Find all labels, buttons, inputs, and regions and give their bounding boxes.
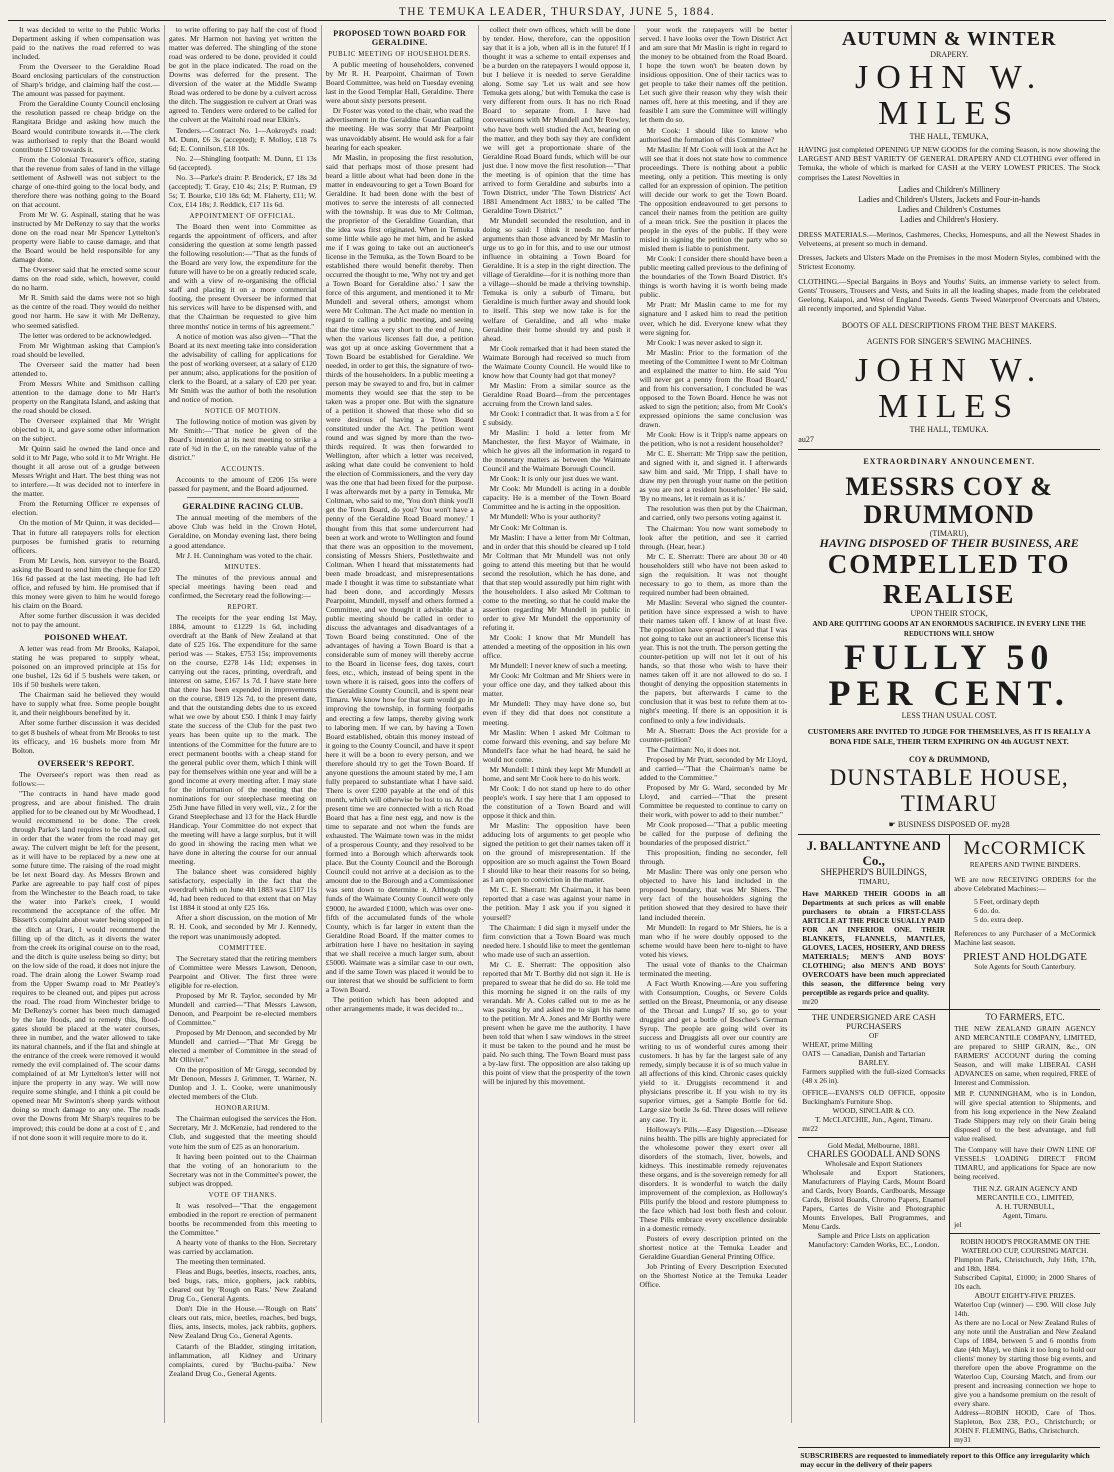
- ad-code: my28: [991, 820, 1010, 830]
- ad-line: ABOUT EIGHTY-FIVE PRIZES.: [974, 1291, 1076, 1301]
- article-paragraph: A public meeting of householders, convened by Mr R. H. Pearpoint, Chairman of Town Board Committee, was held on Tuesday evening last in the Good Templar Hall, Geraldine. There were about sixty persons present.: [325, 60, 474, 106]
- article-paragraph: Mr Quinn said he owned the land once and sold it to Mr Page, who sold it to Mr Wright. He thought it all arose out of a grudge between Messrs Wright and Hart. The best thing was not to interfere.—It was decided not to interfere in the matter.: [12, 444, 160, 499]
- section-heading: OVERSEER'S REPORT.: [37, 758, 135, 768]
- ad-subtitle: REAPERS AND TWINE BINDERS.: [969, 860, 1081, 870]
- ad-sign: PRIEST AND HOLDGATE: [963, 951, 1087, 964]
- ad-coy-drummond: [798, 450, 1100, 835]
- ad-name: JOHN W. MILES: [855, 352, 1044, 426]
- article-paragraph: Mr Mundell: In regard to Mr Shiers, he is a man who if he were doubly opposed to the scheme would have been here to-night to have voted his views.: [639, 922, 788, 959]
- col3-paragraphs: [326, 60, 474, 1013]
- ad-sign: A. H. TURNBULL,: [995, 1202, 1055, 1212]
- section-subheading: ACCOUNTS.: [220, 466, 265, 474]
- ad-line: WHEAT, prime Milling: [802, 1040, 873, 1050]
- article-paragraph: Mr Cook: I consider there should have been a public meeting called previous to the defining of the boundaries of the Town Board District. It's things is worth having it is worth being made public.: [639, 254, 788, 300]
- article-paragraph: to write offering to pay half the cost of flood gates. Mr Harmon not having yet written the matter was deferred. The shingling of the stone road was ordered to be done, provided it could be got in the place indicated. The road on the Downs was deferred for the present. The diversion of the water at the Middle Swamp Road was ordered to be done by a culvert across the ditch. The suggestion re culvert at Orari was agreed to. Tenders were ordered to be called for the culvert at the Waitohi road near Elkin's.: [168, 25, 317, 125]
- ad-farmers: [949, 1010, 1100, 1447]
- section-subheading: COMMITTEE.: [218, 944, 267, 952]
- advertisements-column: [792, 25, 1106, 1470]
- ad-sign: WOOD, SINCLAIR & CO.: [832, 1106, 915, 1116]
- article-paragraph: Mr Cook: I do not stand up here to do other people's work. I say here that I am opposed to the constitution of a Town Board and will oppose it thick and thin.: [482, 783, 631, 820]
- ad-line: LESS THAN USUAL COST.: [901, 711, 997, 721]
- article-paragraph: No. 2—Shingling footpath: M. Dunn, £1 13s 6d (accepted).: [168, 153, 317, 172]
- ad-place: SHEPHERD'S BUILDINGS,: [820, 867, 927, 878]
- article-paragraph: Mr Cook remarked that it had been stated the Waimate Borough had received so much from the Waimate County Council. He would like to know how that County had got that money?: [482, 343, 631, 380]
- article-paragraph: Mr Maslin: The opposition have been adducing lots of arguments to get people who signed the petition to get their names taken off it on the ground of misrepresentation. If the opposition are so much against the Town Board I should like to hear their reasons for so being, as I am open to conviction in the matter.: [482, 821, 631, 885]
- article-paragraph: Proposed by Mr R. Taylor, seconded by Mr Mundell and carried—"That Messrs Lawson, Denoon, and Pearpoint be re-elected members of Committee.": [168, 990, 317, 1027]
- col1-overseer-report: [12, 770, 160, 1142]
- article-heading: GERALDINE RACING CLUB.: [182, 502, 304, 512]
- article-paragraph: Mr Mundell: I never knew of such a meeting.: [489, 661, 628, 671]
- article-paragraph: From the Overseer to the Geraldine Road Board enclosing particulars of the construction of Sharp's bridge, and claiming half the cost.—The amount was passed for payment.: [12, 62, 160, 99]
- article-heading: PROPOSED TOWN BOARD FOR GERALDINE.: [333, 29, 467, 48]
- ad-headline: COMPELLED TO REALISE: [827, 549, 1071, 610]
- col2-tenders: [169, 25, 317, 209]
- hand-pointer-icon: ☛: [888, 820, 898, 830]
- section-subheading: APPOINTMENT OF OFFICIAL.: [189, 212, 297, 220]
- article-paragraph: From the Geraldine County Council enclosing the resolution passed re cheap bridge on the Rangitata Bridge and asking how much the Board would contribute towards it.—The clerk was authorised to reply that the Board would contribute £150 towards it.: [12, 99, 160, 154]
- article-paragraph: After some further discussion it was decided to get 8 bushels of wheat from Mr Brooks to test its efficacy, and 16 bushels more from Mr Bolton.: [12, 718, 160, 755]
- article-paragraph: Proposed by Mr Pratt, seconded by Mr Lloyd, and carried—"That the Chairman's name be added to the Committee.": [639, 754, 788, 782]
- ad-body: DRESS MATERIALS.—Merinos, Cashmeres, Checks, Homespuns, and all the Newest Shades in Velveteens, at present so much in demand.: [798, 229, 1100, 249]
- column-3: [322, 25, 479, 1423]
- section-subheading: HONORARIUM.: [215, 1105, 271, 1113]
- ad-john-miles: [798, 25, 1100, 450]
- ad-line: Subscribed Capital, £1000; in 2000 Shares of 10s each.: [954, 1273, 1096, 1292]
- ad-place: THE HALL, TEMUKA.: [909, 425, 989, 435]
- article-paragraph: Mr C. E. Sherratt: There are about 30 or 40 householders still who have not been asked to sign the requisition. It was not thought necessary to go to them, as more than the required number had been obtained.: [639, 551, 788, 597]
- ad-line: Plumpton Park, Christchurch, July 16th, 17th, and 18th, 1884.: [954, 1255, 1096, 1274]
- article-paragraph: Mr Maslin: From a similar source as the Geraldine Road Board—from the percentages accruing from the Crown land sales.: [482, 380, 631, 408]
- article-paragraph: Mr Maslin: I have a letter from Mr Coltman, and in order that this should be cleared up I told Mr Coltman that Mr Mundell was not only going to attend this meeting but that he would second the resolution, which he has done, and that that step would assuredly put him right with the householders. I also asked Mr Coltman to come to the meeting, so that he could make the assertion regarding Mr Mundell in public in order to give Mr Mundell the opportunity of refuting it.: [482, 532, 631, 633]
- ad-body: CLOTHING.—Special Bargains in Boys and Youths' Suits, an immense variety to select from. Gents' Trousers, Trousers and Vests, and Suits in all the leading shapes, made from the celebrated Geelong, Kaiapoi, and West of England Tweeds. Gents Tweed Waterproof Overcoats and Ulsters, all recently imported, and Splendid Value.: [798, 276, 1100, 314]
- article-paragraph: Fleas and Bugs, beetles, insects, roaches, ants, bed bugs, rats, mice, gophers, jack rabbits, cleared out by 'Rough on Rats.' New Zealand Drug Co., General Agents.: [168, 1267, 317, 1304]
- section-subheading: REPORT.: [227, 603, 259, 611]
- ad-body: Wholesale and Export Stationers, Manufacturers of Playing Cards, Mount Board and Cards, Ivory Boards, Cardboards, Message Cards, Bristol Boards, Chromo Papers, Enamel Papers, Cartes de Visite and Photographic Mounts Envelopes, Ball Programmes, and Menu Cards.: [802, 1168, 946, 1232]
- ad-title: AUTUMN & WINTER: [841, 28, 1057, 50]
- article-paragraph: The Secretary stated that the retiring members of Committee were Messrs Lawson, Denoon, Pearpoint and Oliver. The first three were eligible for re-election.: [168, 953, 317, 990]
- article-paragraph: Mr Maslin: If Mr Cook will look at the Act he will see that it does not state how to commence proceedings. There is nothing about a public meeting, only a petition. This meeting is only called for an expression of opinion. The petition will decide our work to get the Town Board. The opposition endeavoured to get persons to cancel their names from the petition are guilty of a mean trick. See the position it places the people in the eyes of the public. If they were misled in signing the petition the party who so misled them is liable to punishment.: [639, 144, 788, 254]
- ad-line: AND ARE QUITTING GOODS AT AN ENORMOUS SACRIFICE. IN EVERY LINE THE REDUCTIONS WILL SHOW: [812, 620, 1086, 639]
- article-paragraph: From the Colonial Treasurer's office, stating that the revenue from sales of land in the village settlement of Ashwell was not subject to the charge of one-third going to the local body, and therefore there was nothing going to the Board on that account.: [12, 154, 160, 209]
- ad-code: mr20: [802, 997, 818, 1007]
- ad-name: MESSRS COY & DRUMMOND: [845, 472, 1053, 530]
- ad-line: T. McCLATCHIE, Jun., Agent, Timaru.: [815, 1115, 933, 1125]
- ad-place: (TIMARU),: [929, 529, 969, 539]
- ad-headline: DUNSTABLE HOUSE, TIMARU: [829, 765, 1069, 817]
- ad-code: au27: [798, 435, 814, 445]
- ad-line: OATS — Canadian, Danish and Tartarian: [802, 1049, 926, 1059]
- ad-line: Address—ROBIN HOOD, Care of Thos. Stapleton, Box 238, P.O., Christchurch; or JOHN F. FLEMING, Baths, Christchurch.: [954, 1408, 1096, 1436]
- article-paragraph: Mr Cook: I should like to know who authorised the formation of this Committee?: [639, 125, 788, 144]
- ad-line: BOOTS OF ALL DESCRIPTIONS FROM THE BEST MAKERS.: [841, 321, 1057, 331]
- article-paragraph: Tenders.—Contract No. 1—Aokroyd's road: M. Dunn, £6 3s (accepted); F. Molloy, £18 7s 6d; E. Connilson, £18 10s.: [168, 125, 317, 153]
- article-paragraph: Mr R. Smith said the dams were not so high as the centre of the road. They would do neither good nor harm. He saw it with Mr DeRenzy, who seemed satisfied.: [12, 293, 160, 330]
- article-paragraph: From Mr W. G. Aspinall, stating that he was instructed by Mr DeRenzy to say that the works done on the road near Mr Spencer Lyttelton's property were liable to cause damage, and that the Board would be held responsible for any damage done.: [12, 209, 160, 265]
- article-paragraph: Mr Cook: Mr Coltman and Mr Shiers were in your office one day, and they talked about this matter.: [482, 671, 631, 699]
- ad-code: mr22: [802, 1124, 818, 1134]
- col1-poisoned-wheat: [12, 644, 160, 755]
- article-paragraph: The Chairman said he believed they would have to supply what free. Some people bought it, and their neighbours benefited by it.: [12, 690, 160, 718]
- article-paragraph: A notice of motion was also given—"That the Board at its next meeting take into consideration the advisability of calling for applications for the post of working overseer, at a salary of £120 per annum; also, applications for the position of clerk to the Board, at a salary of £20 per year. Mr Smith was the author of both the resolution and notice of motion.: [168, 331, 317, 404]
- ad-line: Manufactory: Camden Works, EC., London.: [808, 1240, 940, 1250]
- ad-body: As there are no Local or New Zealand Rules of any note until the Australian and New Zealand Cups of 1884, between 5 and 6 months from date (4th May), we think it too long to hold our clients' money by starting those big events, and therefore open the above Programme on the Waterloo Cup, Coursing Match, and from our present and increasing connection we hope to give you a handsome premium on the result of every share.: [954, 1318, 1096, 1409]
- ad-name: McCORMICK: [963, 838, 1087, 860]
- col2-thanks: [169, 1201, 317, 1378]
- article-paragraph: The receipts for the year ending 1st May, 1884, amount to £1229 1s 6d, including overdraft at the Bank of New Zealand at that date of £25 16s. The expenditure for the same period was — Stakes, £753 15s; improvements on the course, £278 14s 11d; expenses in carrying out the races, printing, overdraft, and interest on same, £167 1s 7d. I have state here that there has been expended in improvements on the course, £819 12s 7d, to the present date, and that the outstanding debts due to us exceed what we owe by about £50. I think I may fairly state the success of the Club for the past two years has been quite up to the mark. The intentions of the Committee for the future are to erect permanent booths with a cheap stand for the general public over them, which I think will pay for themselves within one year and will be a good income at every meeting after. I may state for the information of the meeting that the nominations for our steeplechase meeting on 25th June have filled in very well, viz., 2 for the Grand Steeplechase and 13 for the Hack Hurdle Handicap. Your Committee do not expect that the meeting will have a large surplus, but it will do good in showing the racing men what we have done in altering the course for our annual meeting.: [168, 612, 317, 867]
- article-paragraph: The Chairman: I did sign it myself under the firm conviction that a Town Board was much needed here. I should like to meet the gentleman who made use of such an assertion.: [482, 922, 631, 959]
- ad-place: TIMARU,: [858, 877, 890, 887]
- article-paragraph: Mr Mundell: They may have done so, but even if they did that does not constitute a meeting.: [482, 699, 631, 727]
- col2-notice: [169, 417, 317, 462]
- ad-subtitle: DRAPERY.: [930, 50, 969, 59]
- ad-line: HAVING DISPOSED OF THEIR BUSINESS, ARE: [819, 536, 1079, 551]
- section-subheading: VOTE OF THANKS.: [208, 1191, 277, 1199]
- article-paragraph: The meeting then terminated.: [175, 1257, 266, 1267]
- ad-body: References to any Purchaser of a McCormick Machine last season.: [954, 929, 1096, 948]
- article-paragraph: Mr Maslin: I hold a letter from Mr Manchester, the first Mayor of Waimate, in which he gives all the information in regard to the monetary matters as between the Waimate Council and the Waimate Borough Council.: [482, 428, 631, 474]
- ad-name: JOHN W. MILES: [855, 59, 1044, 132]
- ad-line: BUSINESS DISPOSED OF.: [897, 820, 990, 830]
- ad-line: Agent, Timaru.: [1002, 1211, 1048, 1221]
- ad-body: Have MARKED THEIR GOODS in all Departments at such prices as will enable purchasers to obtain a FIRST-CLASS ARTICLE AT THE PRICE USUALLY PAID FOR AN INFERIOR ONE. THEIR BLANKETS, FLANNELS, MANTLES, GLOVES, LACES, HOSIERY, AND DRESS MATERIALS; MEN'S AND BOYS' CLOTHING; also MEN'S AND BOYS' OVERCOATS have been much appreciated this season, the difference being very perceptible as regards price and quality.: [802, 889, 946, 998]
- col2-honorarium: [169, 1114, 317, 1187]
- ad-name: J. BALLANTYNE AND Co.,: [806, 838, 941, 869]
- col1-paragraphs: [12, 25, 160, 629]
- ad-place: THE HALL, TEMUKA,: [909, 132, 989, 141]
- article-paragraph: Holloway's Pills.—Easy Digestion.—Disease ruins health. The pills are highly appreciated for the wholesome power they exert over all disorders of the stomach, liver, bowels, and kidneys. This inestimable remedy rejuvenates these organs, and is the sovereign remedy for all disorders. It is wonderful to watch the daily improvement of the complexion, as Holloway's Pills purify the blood and restore plumpness to the face which had lost both flesh and colour. These Pills embrace every excellence desirable in a domestic remedy.: [639, 1124, 788, 1234]
- article-paragraph: Dr Foster was voted to the chair, who read the advertisement in the Geraldine Guardian calling the meeting. He was sorry that Mr Pearpoint was unavoidably absent. He would ask for a fair hearing for each speaker.: [325, 106, 474, 152]
- ad-body: Dresses, Jackets and Ulsters Made on the Premises in the most Modern Styles, combined with the Strictest Economy.: [798, 253, 1100, 272]
- column-5: [635, 25, 792, 1423]
- article-paragraph: Mr Maslin: Several who signed the counter-petition have since expressed a wish to have their names taken off. I know of at least five. The opposition have spread it abroad that I was not going to take out an auctioneer's license this year. This is not the truth. The person getting the counter-petition up will not let it out of his hands, so that those who wish to have their names taken off it are not allowed to do so. I thought of denying the opposition statements in the papers, but afterwards I came to the conclusion that it was best to refute them at to-night's meeting. If there is an opposition it is confined to only a few individuals.: [639, 597, 788, 725]
- ad-line: Ladies and Children's Costumes: [897, 204, 1001, 214]
- article-paragraph: The Chairman: You now want somebody to look after the petition, and see it carried through. (Hear, hear.): [639, 523, 788, 551]
- article-paragraph: The minutes of the previous annual and special meetings having been read and confirmed, the Secretary read the following:—: [168, 572, 317, 600]
- column-1: [8, 25, 165, 1423]
- article-paragraph: Accounts to the amount of £206 15s were passed for payment, and the Board adjourned.: [168, 475, 317, 494]
- article-paragraph: The Overseer's report was then read as follows:—: [12, 769, 160, 788]
- article-paragraph: The Overseer said that he erected some scour dams on the road side, which, however, could do no harm.: [12, 265, 160, 293]
- article-paragraph: After some further discussion it was decided not to pay the amount.: [12, 610, 160, 629]
- article-paragraph: Mr C. E. Sherratt: The opposition also reported that Mr T. Borthy did not sign it. He is prepared to swear that he did do so. He told me this morning he signed it on the rails of my verandah. Mr A. Coles called out to me as he was passing by and asked me to sign his name to the petition. Mr A. Jones and Mr Borthy were present when he gave me the authority. I have been told that when I saw windows in the street it must be taken to the pound and he must be paid. No such thing. The Town Board must pass a by-law first. The opposition are also taking up this point of view that the prosperity of the town will be injured by this movement.: [482, 959, 631, 1087]
- article-paragraph: Mr Maslin, in proposing the first resolution, said that perhaps most of those present had heard a little about what had been done in the matter in endeavouring to get a Town Board for Geraldine. It had been done with the best of motives to serve the interests of all connected with the township. It was due to Mr Coltman, the proprietor of the Geraldine Guardian, that the idea was first originated. When in Temuka some little while ago he met him, and he asked me if I was going to take out an auctioneer's license in the Temuka, as the Town Board to be established there would benefit thereby. Then occurred the thought to me, 'Why not try and get a Town Board for Geraldine also.' I saw the force of this argument, and mentioned it to Mr Mundell and several others, amongst whom were Mr Coltman. The Act made no mention in regard to calling a public meeting, and seeing that the time was very short to the end of June, when the various licenses fall due, a petition was got up at once asking Government that a Town Board be established for Geraldine. We needed, in order to get this, the signature of two-thirds of the householders. In a public meeting a person may be swayed to and fro, but in calmer moments they would see that the step to be taken was a proper one. But with the signature of a petition it showed that those who did so were desirous of having a Town Board constituted under the Act. The petition went round and was signed by more than the two-thirds required. It was then forwarded to Wellington, after which a letter was received, asking what date could be convenient to hold the election of Commissioners, and the very day was the one that had been fixed for the purpose. I was afterwards met by a party in Temuka, Mr Coltman, who said to me, 'You don't think you'll get the Town Board, do you? You won't have a penny of the Geraldine Road Board money.' I thought from this that some undercurrent had been at work and wrote to Wellington and found that there was an opposition to the movement, consisting of Messrs Shiers, Postlethwaite and Coltman. When I heard that misstatements had been made broadcast, and misrepresentations made I thought it was time to substantiate what had been done, and accordingly Messrs Pearpoint, Mundell, myself and others formed a Committee, and we thought it advisable that a public meeting should be called in order to discuss the advantages and disadvantages of a Town Board being constituted. One of the advantages of having a Town Board is that a considerable sum of money will thereby accrue to the Board in license fees, dog taxes, court fees, etc., which, instead of being spent in the town where it is raised, goes into the coffers of the Geraldine County Council, and is spent near Timaru. We know how for that sum would go in improving the township, in forming footpaths and erecting a few lamps, thereby giving work to laboring men. If we can, by having a Town Board established, obtain this money instead of it going to the County Council, and have it spent here it will be a boon to every person, and we therefore should try to get the Town Board. If anyone questions the amount stated by me, I am fully prepared to substantiate what I have said. There is over £200 payable at the end of this month, which will otherwise be lost to us. At the present time we are connected with a rich Road Board that has a fine nest egg, and now is the time to separate and not when the funds are exhausted. The Waimate town was in the midst of a prosperous County, and they resolved to be formed into a Borough which afterwards took place. But the County Council and the Borough Council could not arrive at a decision as to the amount due to the Borough and a Commissioner was sent down to determine it. Although the funds of the Waimate County Council were only £9000, he awarded £1000, which was over one-fifth of the accumulated funds of the whole County, which is far larger in extent than the Geraldine Road Board. If the matter comes to arbitration here I have no hesitation in saying that we shall receive a much larger sum, about £5000. Waimate was a similar case to our own, and if the same Town was placed it would be to our interest that we should be sufficient to form a Town Board.: [325, 152, 474, 994]
- article-paragraph: The annual meeting of the members of the above Club was held in the Crown Hotel, Geraldine, on Monday evening last, there being a good attendance.: [168, 513, 317, 550]
- ad-line: 5 Feet, ordinary depth: [974, 897, 1040, 907]
- article-paragraph: Mr Maslin: There was only one person who objected to have his land included in the proposed boundary, that was Mr Shiers. The very fact of the householders signing the petition showed that they desired to have their land included therein.: [639, 867, 788, 922]
- ad-line: Farmers supplied with the full-sized Cornsacks (48 x 26 in).: [802, 1067, 946, 1086]
- column-2: [165, 25, 322, 1423]
- article-paragraph: On the proposition of Mr Gregg, seconded by Mr Denoon, Messrs J. Grimmer, T. Warner, N. Dunlop and J. L. Cooke, were unanimously elected members of the Club.: [168, 1065, 317, 1102]
- article-paragraph: Mr Mundell seconded the resolution, and in doing so said: I think it needs no further arguments than those advanced by Mr Maslin to urge us to go in for this, and to use our utmost influence in obtaining a Town Board for Geraldine. It is a step in the right direction. The village of Geraldine—for it is nothing more than a village—should be made a thriving township. Temuka is only a suburb of Timaru, but Geraldine is much further away and should look to itself. This step we now take is for the welfare of Geraldine, and all who make Geraldine their home should try and push it ahead.: [482, 215, 631, 343]
- article-paragraph: Mr Mundell: Who is your authority?: [489, 512, 601, 522]
- article-paragraph: Mr C. E. Sherratt: Mr Tripp saw the petition, and signed with it, and signed it. I afterwards saw him and said, 'Mr Tripp, I shall have to draw my pen through your name on the petition as you are not a resident householder.' He said, 'By no means, let it remain as it is.': [639, 449, 788, 504]
- ad-line: OF: [868, 1031, 879, 1041]
- ad-ballantyne: [798, 835, 949, 1009]
- col5-paragraphs: [639, 25, 787, 1289]
- article-paragraph: Mr Cook: Mr Coltman is.: [489, 522, 568, 532]
- article-paragraph: Mr Maslin: When I asked Mr Coltman to come forward this evening, and say before Mr Mundell's face what he had heard, he said he would not come.: [482, 727, 631, 764]
- article-paragraph: This proposition, finding no seconder, fell through.: [639, 848, 788, 867]
- article-paragraph: Mr Cook: I know that Mr Mundell has attended a meeting of the opposition in his own office.: [482, 633, 631, 661]
- ad-heading: ROBIN HOOD'S PROGRAMME ON THE WATERLOO CUP, COURSING MATCH.: [960, 1237, 1090, 1256]
- ad-line: UPON THEIR STOCK,: [910, 609, 988, 619]
- article-paragraph: A Fact Worth Knowing.—Are you suffering with Consumption, Coughs, or Severe Colds settled on the Breast, Pneumonia, or any disease of the Throat and Lungs? If so, go to your druggist and get a bottle of Boschee's German Syrup. The people are going wild over its success and Druggists all over our country are writing to us of wonderful cures among their customers. It has by far the largest sale of any remedy, simply because it is of so much value in all affections of this kind. Chronic cases quickly yield to it. Druggists recommend it and physicians prescribe it. If you wish to try its superior virtues, get a Sample Bottle for 6d. Large size bottle 3s 6d. Three doses will relieve any case. Try it.: [639, 978, 788, 1124]
- ad-sign: COY & DRUMMOND,: [908, 755, 990, 765]
- ad-name: CHARLES GOODALL AND SONS: [807, 1149, 941, 1160]
- article-paragraph: Proposed by Mr G. Ward, seconded by Mr Lloyd, and carried—"That the present Committee be requested to continue to carry on their work, with power to add to their number.": [639, 782, 788, 819]
- article-paragraph: Mr Cook: Mr Mundell is acting in a double capacity. He is a member of the Town Board Committee and he is acting in the opposition.: [482, 484, 631, 512]
- article-paragraph: The balance sheet was considered highly satisfactory, especially in the fact that the overdraft which on June 4th 1883 was £107 11s 4d, had been reduced to that extent that on May 1st 1884 it stood at only £25 16s.: [168, 867, 317, 913]
- ad-line: Ladies and Children's Ulsters, Jackets and Four-in-hands: [858, 194, 1041, 204]
- col4-paragraphs: [483, 25, 631, 1086]
- article-paragraph: The Overseer said the matter had been attended to.: [12, 359, 160, 378]
- article-paragraph: The letter was ordered to be acknowledged.: [19, 330, 152, 340]
- ad-code: my31: [954, 1435, 971, 1445]
- article-paragraph: The usual vote of thanks to the Chairman terminated the meeting.: [639, 959, 788, 978]
- article-paragraph: Proposed by Mr Denoon, and seconded by Mr Mundell and carried—"That Mr Gregg be elected a member of Committee in the stead of Mr Ollivier.": [168, 1027, 317, 1065]
- article-paragraph: The Chairman eulogised the services the Hon. Secretary, Mr J. McKenzie, had rendered to the Club, and suggested that the meeting should vote him the sum of £25 as an honorarium.: [168, 1114, 317, 1151]
- ad-sign: THE N.Z. GRAIN AGENCY AND MERCANTILE CO., LIMITED,: [972, 1184, 1078, 1203]
- article-paragraph: Mr Mundell: I think they kept Mr Mundell at home, and sent Mr Cook here to do his work.: [482, 764, 631, 783]
- article-paragraph: Mr Cook proposed—"That a public meeting be called for the purpose of defining the boundaries of the proposed district.": [639, 820, 788, 848]
- article-paragraph: Mr C. E. Sherratt: Mr Chairman, it has been reported that a case was against your name in the petition. May I ask you if you signed it yourself?: [482, 885, 631, 922]
- section-subheading: MINUTES.: [224, 563, 262, 571]
- ad-undersigned: [798, 1010, 949, 1447]
- article-paragraph: Mr Pratt: Mr Maslin came to me for my signature and I asked him to read the petition over, which he did. Everyone knew what they were signing for.: [639, 300, 788, 337]
- article-paragraph: your work the ratepayers will be better served. I have looks over the Town District Act and am sure that Mr Maslin is right in regard to the money to be obtained from the Road Board. I hope the town won't be beaten down by insidious opposition. One of their tactics was to get people to take their names off the petition. Let such give their reason why they wish their names off, here at this meeting, and if they are feasible I am sure the Committee will willingly let them do so.: [639, 25, 788, 125]
- article-paragraph: From Messrs White and Smithson calling attention to the damage done to Mr Hart's property on the Rangitata Island, and asking that the road should be closed.: [12, 378, 160, 415]
- ad-heading: TO FARMERS, ETC.: [985, 1012, 1065, 1023]
- ad-row-2: [798, 1010, 1100, 1448]
- ad-line: CUSTOMERS ARE INVITED TO JUDGE FOR THEMSELVES, AS IT IS REALLY A BONA FIDE SALE, THEIR TERM EXPIRING ON 4th AUGUST NEXT.: [807, 727, 1091, 747]
- article-paragraph: Mr J. H. Cunningham was voted to the chair.: [175, 550, 313, 560]
- col2-committee: [169, 954, 317, 1102]
- ad-line: 6 do. do.: [974, 906, 1001, 916]
- article-paragraph: No. 3—Parke's drain: P. Broderick, £7 18s 3d (accepted); T. Gray, £10 4s; 21s; P. Rutman, £9 5s; T. Bourke, £10 18s 6d; M. Flaherty, £11; W. Cox, £14 18s; J. Reddick, £17 11s 6d.: [168, 172, 317, 209]
- article-paragraph: Catarrh of the Bladder, stinging irritation, inflammation, all Kidney and Urinary complaints, cured by 'Buchu-paiba.' New Zealand Drug Co., General Agents.: [168, 1341, 317, 1378]
- ad-body: The Company will have their OWN LINE OF VESSELS LOADING DIRECT FROM TIMARU, and applications for Space are now being received.: [954, 1145, 1096, 1182]
- ad-line: BARLEY.: [858, 1058, 889, 1068]
- section-subheading: PUBLIC MEETING OF HOUSEHOLDERS.: [328, 51, 472, 59]
- col2-accounts: [169, 475, 317, 493]
- ad-line: 5 do. extra deep.: [974, 915, 1024, 925]
- ad-heading: EXTRAORDINARY ANNOUNCEMENT.: [863, 457, 1035, 467]
- ad-line: Gold Medal, Melbourne, 1881.: [827, 1141, 920, 1151]
- article-paragraph: Job Printing of Every Description Executed on the Shortest Notice at the Temuka Leader Office.: [639, 1262, 788, 1290]
- article-paragraph: The resolution was then put by the Chairman, and carried, only two persons voting against it.: [639, 504, 788, 523]
- article-paragraph: Mr Cook: I contradict that. It was from a £ for £ subsidy.: [482, 408, 631, 428]
- ad-line: Waterloo Cup (winner) — £90. Will close July 14th.: [954, 1300, 1096, 1319]
- article-paragraph: Don't Die in the House.—'Rough on Rats' clears out rats, mice, beetles, roaches, bed bugs, flies, ants, insects, moles, jack rabbits, gophers. New Zealand Drug Co., General Agents.: [168, 1304, 317, 1341]
- article-paragraph: "The contracts in hand have made good progress, and are about finished. The drain applied for to be cleaned out by Mr Woodhead, I would recommend to be done. The creek through Parke's land requires to be cleaned out, in order that the water from the road may get away. The culvert might be left for the present, as it will have to be replaced by a new one at some future time. The raising of the road might be let next Board day. As Messrs Brown and Parke are agreeable to pay half cost of pipes from the Winchester to the Beach road, to take the water into Parke's creek, I would recommend the acceptance of the offer. Mr Bissett's complaint about water being stopped in the ditch at Orari, I would recommend the filling up of the ditch, as it diverts the water from the creek its original course on to the road, and the ditch is quite useless being so dirty; but on the low side of the road, it does not injure the road. The drain along the Lower Swamp road from the Upper Swamp road to Mr Peatley's requires to be cleaned out, and pipes put across the road. The road from Winchester bridge to Mr DeRenzy's corner has been much damaged by the late floods, and to remedy this, flood-gates should be placed at the water courses, three in number, and the water allowed to take its natural channels, and if the flat and shingle at the entrance of the creek were removed it would remedy the evil complained of. The scour dams complained of at Mr Lyttelton's letter will not injure the property in any way. We will now require some shingle, and I think a pit could be opened near Mr Swinton's sheep yards without doing so much damage to any one. The roads over the Downs from Mr Sharp's requires to be improved; this could be done at a cost of £ , and if not done soon it will require more to do it.: [12, 788, 160, 1142]
- article-paragraph: Mr Cook: I was never asked to sign it.: [646, 337, 763, 347]
- divider: [187, 497, 299, 498]
- col2-appointment: [169, 222, 317, 404]
- col2-minutes: [169, 573, 317, 600]
- article-paragraph: After a short discussion, on the motion of Mr R. H. Cook, and seconded by Mr J. Kennedy, the report was unanimously adopted.: [168, 913, 317, 941]
- ad-headline: FULLY 50 PER CENT.: [828, 637, 1070, 714]
- ad-line: Sample and Price Lists on application: [817, 1231, 930, 1241]
- section-heading: POISONED WHEAT.: [44, 633, 128, 643]
- article-paragraph: Mr Cook: It is only our just dues we want.: [489, 474, 619, 484]
- article-paragraph: The petition which has been adopted and other arrangements made, it was decided to...: [325, 994, 474, 1014]
- article-paragraph: Posters of every description printed on the shortest notice at the Temuka Leader and Geraldine Guardian General Printing Office.: [639, 1234, 788, 1262]
- article-paragraph: From Mr Wightman asking that Campion's road should be levelled.: [12, 340, 160, 359]
- article-paragraph: From Mr Lewis, hon. surveyor to the Board, asking the Board to send him the cheque for £20 16s 6d passed at the last meeting. He had left office, and refused by him. He promised that if this money were given to him he would forego his claim on the Board.: [12, 555, 160, 610]
- ad-line: Ladies and Children's Hosiery.: [900, 214, 999, 224]
- ad-subtitle: Wholesale and Export Stationers: [825, 1159, 923, 1169]
- article-paragraph: From the Returning Officer re expenses of election.: [12, 499, 160, 518]
- article-paragraph: It having been pointed out to the Chairman that the voting of an honorarium to the Secretary was not in the Committee's power, the subject was dropped.: [168, 1151, 317, 1188]
- ad-mccormick: [949, 835, 1100, 1009]
- ad-body: MR P. CUNNINGHAM, who is in London, will give special attention to Shipments, and from his long experience in the New Zealand Trade Shippers may rely on their Grain being disposed of to the best advantage, and full value realised.: [954, 1089, 1096, 1144]
- article-paragraph: The Chairman: No, it does not.: [646, 744, 741, 754]
- ad-line: AGENTS FOR SINGER'S SEWING MACHINES.: [866, 337, 1032, 347]
- masthead: THE TEMUKA LEADER, THURSDAY, JUNE 5, 1884.: [8, 6, 1106, 21]
- ad-body: HAVING just completed OPENING UP NEW GOODS for the coming Season, is now showing the LARGEST AND BEST VARIETY OF GENERAL DRAPERY AND CLOTHING ever offered in Temuka, the whole of which is marked for CASH at the VERY LOWEST PRICES. The Stock comprises the Latest Novelties in: [798, 145, 1100, 182]
- article-paragraph: It was decided to write to the Public Works Department asking if when compensation was paid to the natives the road referred to was included.: [12, 25, 160, 62]
- ad-line: Ladies and Children's Millinery: [898, 184, 1000, 194]
- col2-racing-intro: [169, 513, 317, 559]
- ad-line: OFFICE—EVANS'S OLD OFFICE, opposite Buckingham's Furniture Shop.: [802, 1088, 946, 1107]
- article-paragraph: collect their own offices, which will be done by tender. How, therefore, can the opposition say that it is a job, when all is in the future! If I thought it was a scheme to entail expenses and be a burden on the ratepayers I would oppose it, but I believe it is needed to serve Geraldine along. Some say 'Let us wait and see how Temuka gets along,' but with Temuka the case is very different from ours. It has no rich Road Board to separate from. I have had conversations with Mr Mundell and Mr Rowley, who have both well studied the Act, bearing on the matter, and they both say they are confident we will get a proportionate share of the Geraldine Road Board funds, which will be our just due. I now move the first resolution—"That the meeting is of opinion that the time has arrived to form Geraldine and suburbs into a Town District, under 'The Town Districts' Act 1881 Amendment Act 1883,' to be called 'The Geraldine Town District.'": [482, 25, 631, 215]
- ad-row-1: [798, 835, 1100, 1010]
- article-paragraph: The following notice of motion was given by Mr Smith:—"That notice be given of the Board's intention at its next meeting to strike a rate of ¾d in the £, on the rateable value of the district.": [168, 416, 317, 463]
- article-paragraph: The Board then went into Committee as regards the appointment of officers, and after considering the question at some length passed the following resolution:—"That as the funds of the Board are very low, the expenditure for the future will have to be on a greatly reduced scale, and with a view of re-organising the official staff and placing it on a more commercial footing, the present Overseer be informed that his services will have to be dispensed with, and that the Chairman be requested to give him three months' notice in terms of his agreement.": [168, 221, 317, 331]
- article-paragraph: A hearty vote of thanks to the Hon. Secretary was carried by acclamation.: [168, 1238, 317, 1257]
- ad-code: jel: [954, 1220, 962, 1230]
- ad-subscribers: SUBSCRIBERS are requested to immediately report to this Office any irregularity which may occur in the delivery of their papers: [800, 1451, 1090, 1470]
- article-paragraph: A letter was read from Mr Brooks, Kaiapoi, stating he was prepared to supply wheat, poisoned on an improved principle at 15s for one bushel, 12s 6d if 5 bushels were taken, or 10s if 50 bushels were taken.: [12, 644, 160, 690]
- article-paragraph: Mr Maslin: Prior to the formation of the meeting of the Committee I went to Mr Coltman and explained the matter to him. He said 'You will never get a penny from the Road Board,' and from his conversation, I concluded he was opposed to the Town Board. Hence he was not asked to sign the petition; also, from Mr Cook's expressed opinions the same conclusion was drawn.: [639, 347, 788, 430]
- ad-body: THE NEW ZEALAND GRAIN AGENCY AND MERCANTILE COMPANY, LIMITED, are prepared to SHIP GRAIN, &c., ON FARMERS' ACCOUNT during the coming Season, and will make LIBERAL CASH ADVANCES on same, when required, FREE of Interest and Commission.: [954, 1024, 1096, 1088]
- article-paragraph: On the motion of Mr Quinn, it was decided—That in future all ratepayers rolls for election purposes be furnished gratis to returning officers.: [12, 518, 160, 555]
- ad-heading: THE UNDERSIGNED ARE CASH PURCHASERS: [811, 1012, 936, 1032]
- article-paragraph: Mr Cook: How is it Tripp's name appears on the petition, who is not a resident householder?: [639, 430, 788, 449]
- article-paragraph: The Overseer explained that Mr Wright objected to it, and gave some other information on the subject.: [12, 415, 160, 444]
- article-paragraph: Mr A. Sherratt: Does the Act provide for a counter-petition?: [639, 725, 788, 744]
- article-paragraph: It was resolved—"That the engagement embodied in the report re erection of permanent booths be recommended from this meeting to the Committee.": [168, 1200, 317, 1237]
- section-subheading: NOTICE OF MOTION.: [204, 407, 281, 415]
- ad-line: Sole Agents for South Canterbury.: [974, 962, 1076, 972]
- col2-report: [169, 613, 317, 941]
- ad-body: WE are now RECEIVING ORDERS for the above Celebrated Machines:—: [954, 875, 1096, 894]
- column-4: [479, 25, 636, 1423]
